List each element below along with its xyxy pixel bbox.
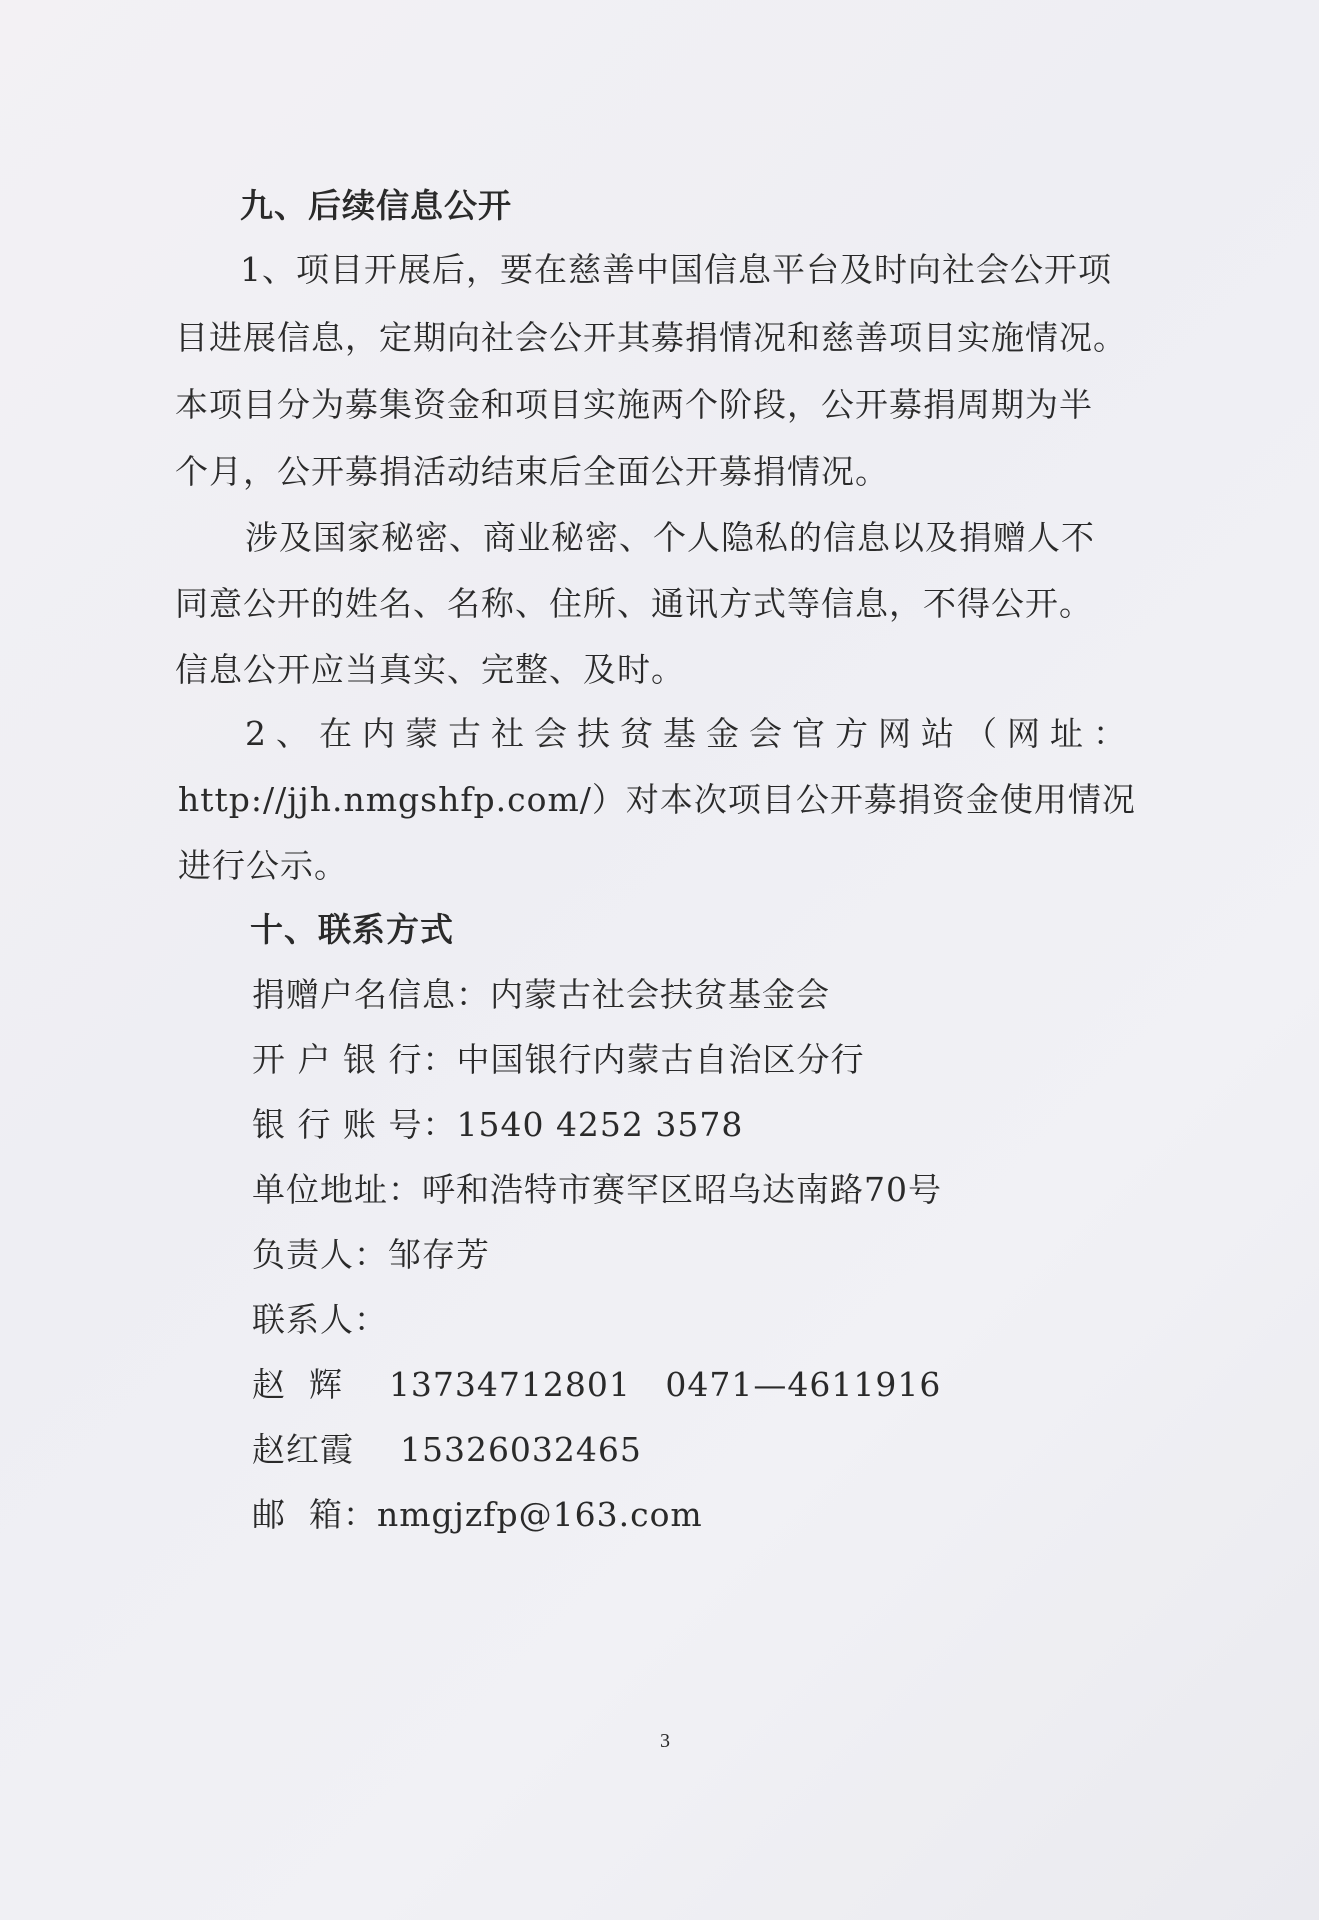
person-in-charge: 负责人：邹存芳 <box>252 1235 490 1274</box>
contact-person-1: 赵 辉 13734712801 0471—4611916 <box>252 1365 942 1404</box>
page-number: 3 <box>660 1730 670 1752</box>
bank-name: 开 户 银 行：中国银行内蒙古自治区分行 <box>252 1040 865 1079</box>
email-line: 邮 箱：nmgjzfp@163.com <box>252 1495 703 1534</box>
paragraph-line: 个月，公开募捐活动结束后全面公开募捐情况。 <box>175 452 889 491</box>
website-url-line: http://jjh.nmgshfp.com/）对本次项目公开募捐资金使用情况 <box>178 780 1136 819</box>
paragraph-line: 目进展信息，定期向社会公开其募捐情况和慈善项目实施情况。 <box>175 318 1127 357</box>
paragraph-line: 进行公示。 <box>178 846 348 885</box>
paragraph-line: 本项目分为募集资金和项目实施两个阶段，公开募捐周期为半 <box>175 385 1093 424</box>
paragraph-line: 同意公开的姓名、名称、住所、通讯方式等信息，不得公开。 <box>175 584 1093 623</box>
paragraph-line: 2、在内蒙古社会扶贫基金会官方网站（网址： <box>245 714 1136 753</box>
donation-account-name: 捐赠户名信息：内蒙古社会扶贫基金会 <box>252 975 830 1014</box>
paragraph-line: 1、项目开展后，要在慈善中国信息平台及时向社会公开项 <box>240 250 1112 289</box>
contact-person-2: 赵红霞 15326032465 <box>252 1430 642 1469</box>
paragraph-line: 信息公开应当真实、完整、及时。 <box>175 650 685 689</box>
contact-label: 联系人： <box>252 1300 388 1339</box>
bank-account: 银 行 账 号：1540 4252 3578 <box>252 1105 744 1144</box>
section-ten-heading: 十、联系方式 <box>250 910 454 949</box>
section-nine-heading: 九、后续信息公开 <box>240 186 512 225</box>
paragraph-line: 涉及国家秘密、商业秘密、个人隐私的信息以及捐赠人不 <box>245 518 1095 557</box>
unit-address: 单位地址：呼和浩特市赛罕区昭乌达南路70号 <box>252 1170 942 1209</box>
